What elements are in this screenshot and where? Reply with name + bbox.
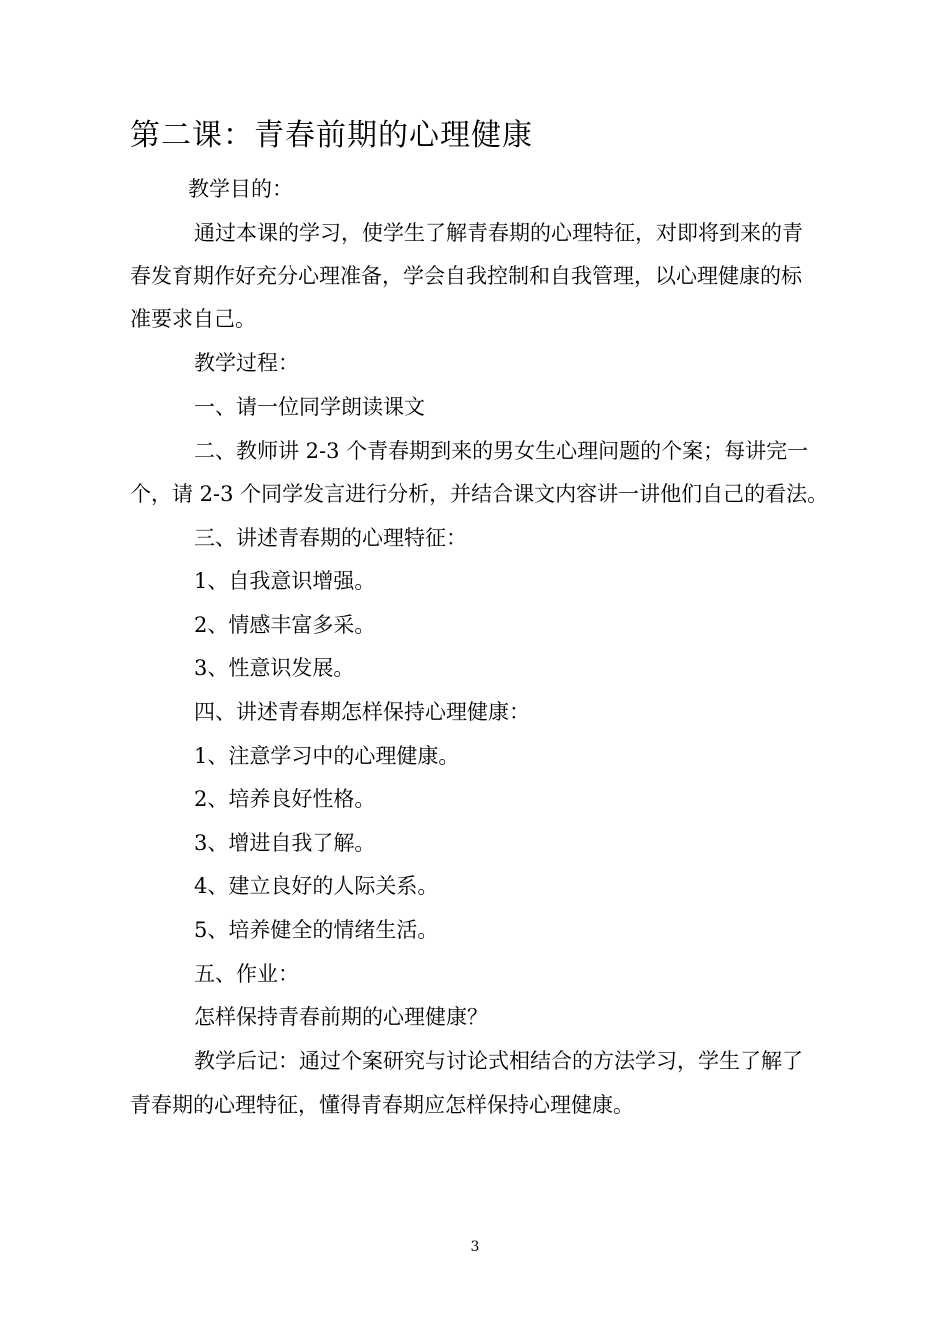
step-3-item: 2、情感丰富多采。 [194,613,376,637]
goal-heading: 教学目的： [188,177,293,201]
step-4-item: 2、培养良好性格。 [194,787,376,811]
step-3-item: 1、自我意识增强。 [194,569,376,593]
step-4-item: 4、建立良好的人际关系。 [194,874,439,898]
postscript-line-2: 青春期的心理特征，懂得青春期应怎样保持心理健康。 [130,1093,634,1117]
step-2-line-1: 二、教师讲 2-3 个青春期到来的男女生心理问题的个案；每讲完一 [194,439,809,463]
page-number: 3 [470,1239,480,1255]
goal-text-line-1: 通过本课的学习，使学生了解青春期的心理特征，对即将到来的青 [194,221,803,245]
lesson-title: 第二课：青春前期的心理健康 [130,118,533,153]
step-2-line-2: 个，请 2-3 个同学发言进行分析，并结合课文内容讲一讲他们自己的看法。 [130,482,829,506]
step-3-heading: 三、讲述青春期的心理特征： [194,526,467,550]
process-heading: 教学过程： [194,351,299,375]
step-4-item: 3、增进自我了解。 [194,831,376,855]
postscript-line-1: 教学后记：通过个案研究与讨论式相结合的方法学习，学生了解了 [194,1049,803,1073]
step-3-item: 3、性意识发展。 [194,656,355,680]
goal-text-line-3: 准要求自己。 [130,307,256,331]
goal-text-line-2: 春发育期作好充分心理准备，学会自我控制和自我管理，以心理健康的标 [130,264,802,288]
step-5-heading: 五、作业： [194,962,299,986]
step-1: 一、请一位同学朗读课文 [194,395,425,419]
step-4-item: 5、培养健全的情绪生活。 [194,918,439,942]
homework-question: 怎样保持青春前期的心理健康？ [194,1005,488,1029]
step-4-item: 1、注意学习中的心理健康。 [194,744,460,768]
step-4-heading: 四、讲述青春期怎样保持心理健康： [194,700,530,724]
